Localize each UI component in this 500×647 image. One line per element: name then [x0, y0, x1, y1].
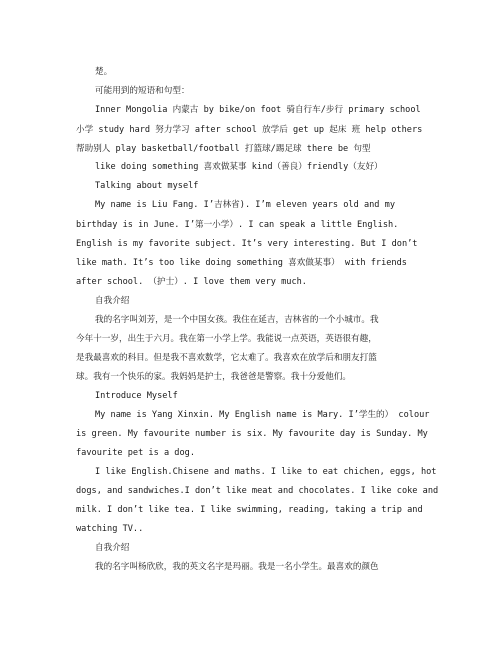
text-line: birthday is in June. I’第一小学）. I can speak a little English. [76, 220, 399, 230]
text-line: milk. I don’t like tea. I like swimming, reading, taking a trip and [76, 505, 423, 515]
text-line: English is my favorite subject. It’s very interesting. But I don’t [76, 239, 418, 249]
section-heading: 自我介绍 [95, 543, 130, 553]
text-line: I like English.Chisene and maths. I like to eat chichen, eggs, hot [95, 467, 437, 477]
text-line: My name is Yang Xinxin. My English name is Mary. I’学生的） colour [95, 410, 430, 420]
text-line: 小学 study hard 努力学习 after school 放学后 get up 起床 班 help others [76, 125, 423, 135]
text-line: 是我最喜欢的科目。但是我不喜欢数学，它太难了。我喜欢在放学后和朋友打篮 [76, 353, 377, 363]
text-line: like doing something 喜欢做某事 kind（善良）friendly（友好） [95, 162, 383, 172]
text-line: 可能用到的短语和句型： [95, 86, 190, 96]
text-line: Inner Mongolia 内蒙古 by bike/on foot 骑自行车/步行 primary school [95, 105, 421, 115]
section-heading: Talking about myself [95, 181, 199, 191]
text-line: 帮助别人 play basketball/football 打篮球/踢足球 there be 句型 [76, 144, 371, 154]
text-line: like math. It’s too like doing something 喜欢做某事） with friends [76, 258, 407, 268]
text-line: is green. My favourite number is six. My favourite day is Sunday. My [76, 429, 428, 439]
text-line: dogs, and sandwiches.I don’t like meat and chocolates. I like coke and [76, 486, 439, 496]
section-heading: Introduce Myself [95, 391, 178, 401]
text-line: 我的名字叫杨欣欣，我的英文名字是玛丽。我是一名小学生。最喜欢的颜色 [95, 562, 379, 572]
text-line: 我的名字叫刘芳，是一个中国女孩。我住在延吉，吉林省的一个小城市。我 [95, 315, 379, 325]
text-line: 楚。 [95, 67, 113, 77]
text-line: watching TV.. [76, 524, 144, 534]
text-line: 今年十一岁，出生于六月。我在第一小学上学。我能说一点英语，英语很有趣， [76, 334, 377, 344]
text-line: My name is Liu Fang. I’吉林省). I’m eleven years old and my [95, 200, 395, 210]
text-line: favourite pet is a dog. [76, 448, 195, 458]
text-line: after school. （护士）. I love them very much. [76, 277, 307, 287]
text-line: 球。我有一个快乐的家。我妈妈是护士，我爸爸是警察。我十分爱他们。 [76, 372, 352, 382]
section-heading: 自我介绍 [95, 296, 130, 306]
